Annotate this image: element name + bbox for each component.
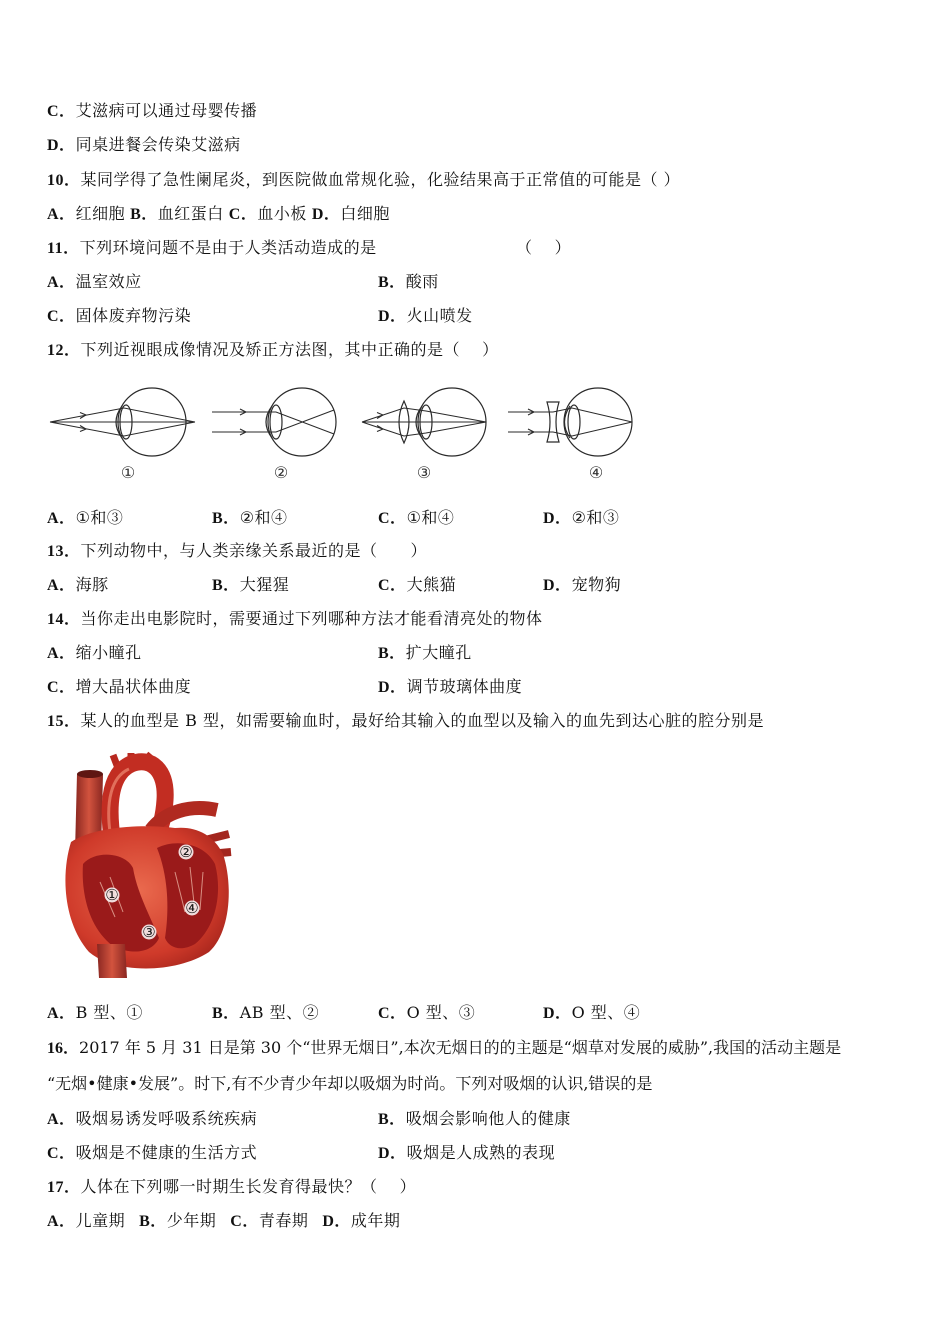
option-letter: A． (47, 577, 76, 594)
option-text: ②和④ (239, 508, 288, 527)
option-letter: C． (228, 206, 258, 223)
option-letter: C． (47, 679, 76, 696)
option-text: 红细胞 (75, 204, 126, 223)
q16-option-a (47, 1109, 257, 1130)
option-text: 调节玻璃体曲度 (406, 677, 523, 696)
option-text: ①和④ (406, 508, 455, 527)
option-letter: C． (378, 577, 407, 594)
q14-option-a (47, 643, 142, 664)
eye-diagram-4 (508, 388, 632, 456)
concave-lens (547, 402, 559, 442)
question-text: 当你走出电影院时，需要通过下列哪种方法才能看清亮处的物体 (80, 609, 543, 628)
question-number: 14． (47, 611, 81, 628)
option-letter: C． (230, 1213, 259, 1230)
option-letter: D． (543, 1005, 572, 1022)
q9-option-d (47, 135, 241, 156)
option-text: 吸烟是人成熟的表现 (406, 1143, 556, 1162)
option-text: AB 型、② (239, 1003, 320, 1022)
inferior-vena-cava (97, 944, 127, 978)
option-letter: C． (47, 103, 76, 120)
option-letter: B． (139, 1213, 167, 1230)
q11-option-c (47, 306, 191, 327)
question-number: 13． (47, 543, 81, 560)
option-text: 酸雨 (405, 272, 439, 291)
option-text: ①和③ (75, 508, 124, 527)
q10-option-b (130, 204, 224, 225)
option-text: O 型、③ (406, 1003, 476, 1022)
eye-diagram-3 (362, 388, 486, 456)
eye-lens (270, 405, 282, 439)
option-text: 艾滋病可以通过母婴传播 (75, 101, 258, 120)
option-letter: A． (47, 510, 76, 527)
option-text: 大猩猩 (239, 575, 290, 594)
q11-stem (47, 238, 377, 259)
q14-stem (47, 609, 543, 630)
option-letter: A． (47, 206, 76, 223)
q15-option-b (212, 1003, 319, 1024)
option-text: 火山喷发 (406, 306, 473, 325)
option-text: B 型、① (75, 1003, 143, 1022)
question-number: 16． (47, 1040, 80, 1057)
q15-option-c (378, 1003, 475, 1024)
option-letter: D． (543, 577, 572, 594)
q13-option-a (47, 575, 109, 596)
q10-option-c (229, 204, 307, 225)
question-number: 10． (47, 172, 81, 189)
heart-label-2: ② (179, 843, 193, 861)
question-text: 人体在下列哪一时期生长发育得最快？（ ） (80, 1177, 417, 1196)
option-letter: A． (47, 1111, 76, 1128)
eye-lens (568, 405, 580, 439)
figure-label-4: ④ (588, 463, 604, 482)
figure-label-2: ② (273, 463, 289, 482)
option-text: 少年期 (166, 1211, 217, 1230)
option-letter: C． (378, 1005, 407, 1022)
q17-option-b (139, 1211, 216, 1232)
option-text: 白细胞 (340, 204, 390, 223)
q16-stem-line-1 (47, 1038, 841, 1059)
q11-option-b (378, 272, 439, 293)
q11-answer-bracket: （ ） (516, 238, 572, 257)
q10-options (47, 204, 390, 225)
option-letter: B． (378, 274, 406, 291)
q10-option-d (312, 204, 390, 225)
eye-diagram-1 (50, 388, 195, 456)
q16-stem-line-2: “无烟•健康•发展”。时下,有不少青少年却以吸烟为时尚。下列对吸烟的认识,错误的是 (47, 1074, 653, 1093)
option-text: O 型、④ (571, 1003, 641, 1022)
q12-option-c (378, 508, 454, 529)
q13-option-d (543, 575, 621, 596)
q17-options (47, 1211, 400, 1232)
option-text: 海豚 (75, 575, 109, 594)
eyeball-outline (564, 388, 632, 456)
option-text: 儿童期 (75, 1211, 126, 1230)
option-text: 温室效应 (75, 272, 142, 291)
option-text: 血小板 (257, 204, 307, 223)
q11-option-d (378, 306, 473, 327)
heart-label-4: ④ (185, 899, 199, 917)
light-ray (50, 422, 195, 436)
option-letter: D． (543, 510, 572, 527)
q17-option-a (47, 1211, 125, 1232)
heart-label-3: ③ (142, 923, 156, 941)
option-letter: A． (47, 1213, 76, 1230)
question-text: 某同学得了急性阑尾炎，到医院做血常规化验，化验结果高于正常值的可能是（ ） (80, 170, 681, 189)
option-text: 吸烟会影响他人的健康 (405, 1109, 571, 1128)
q15-stem (47, 711, 764, 732)
option-text: 同桌进餐会传染艾滋病 (75, 135, 241, 154)
q16-option-d (378, 1143, 555, 1164)
q12-stem (47, 340, 499, 361)
option-letter: D． (378, 308, 407, 325)
option-text: 血红蛋白 (157, 204, 224, 223)
q10-stem (47, 170, 680, 191)
option-text: 吸烟易诱发呼吸系统疾病 (75, 1109, 258, 1128)
option-letter: B． (212, 510, 240, 527)
question-number: 15． (47, 713, 81, 730)
q10-option-a (47, 204, 125, 225)
option-letter: B． (212, 1005, 240, 1022)
q14-option-d (378, 677, 522, 698)
question-number: 12． (47, 342, 81, 359)
eye-diagrams-figure (0, 378, 660, 468)
option-letter: B． (212, 577, 240, 594)
option-text: 吸烟是不健康的生活方式 (75, 1143, 258, 1162)
option-letter: D． (378, 679, 407, 696)
option-letter: B． (130, 206, 158, 223)
option-letter: A． (47, 645, 76, 662)
light-ray (212, 410, 334, 432)
heart-illustration (55, 752, 235, 980)
option-text: 固体废弃物污染 (75, 306, 192, 325)
option-letter: C． (47, 308, 76, 325)
q11-option-a (47, 272, 142, 293)
option-text: 青春期 (258, 1211, 309, 1230)
option-text: 扩大瞳孔 (405, 643, 472, 662)
q15-option-a (47, 1003, 143, 1024)
question-text: 下列近视眼成像情况及矫正方法图，其中正确的是（ ） (80, 340, 499, 359)
light-ray (362, 422, 486, 436)
question-text: 2017 年 5 月 31 日是第 30 个“世界无烟日”,本次无烟日的的主题是“烟草对发展的威胁”,我国的活动主题是 (79, 1038, 842, 1057)
question-number: 11． (47, 240, 80, 257)
option-letter: B． (378, 645, 406, 662)
figure-label-3: ③ (416, 463, 432, 482)
vessel-opening (77, 770, 103, 778)
light-ray (50, 408, 195, 422)
option-text: 缩小瞳孔 (75, 643, 142, 662)
option-letter: D． (47, 137, 76, 154)
option-letter: C． (47, 1145, 76, 1162)
question-text: 下列动物中，与人类亲缘关系最近的是（ ） (80, 541, 428, 560)
option-letter: A． (47, 1005, 76, 1022)
option-letter: C． (378, 510, 407, 527)
q13-stem (47, 541, 427, 562)
q17-option-c (230, 1211, 308, 1232)
figure-label-1: ① (120, 463, 136, 482)
q16-option-b (378, 1109, 571, 1130)
option-text: ②和③ (571, 508, 620, 527)
question-number: 17． (47, 1179, 81, 1196)
q12-option-d (543, 508, 619, 529)
heart-label-1: ① (105, 886, 119, 904)
question-text: 下列环境问题不是由于人类活动造成的是 (79, 238, 377, 257)
eye-diagram-2 (212, 388, 336, 456)
light-ray (212, 412, 334, 434)
q17-stem (47, 1177, 416, 1198)
q14-option-b (378, 643, 472, 664)
option-letter: A． (47, 274, 76, 291)
q14-option-c (47, 677, 191, 698)
q12-option-b (212, 508, 288, 529)
q15-option-d (543, 1003, 640, 1024)
question-text: 某人的血型是 B 型，如需要输血时，最好给其输入的血型以及输入的血先到达心脏的腔分别是 (80, 711, 764, 730)
option-text: 宠物狗 (571, 575, 622, 594)
option-letter: D． (378, 1145, 407, 1162)
q13-option-b (212, 575, 289, 596)
q12-option-a (47, 508, 123, 529)
q17-option-d (322, 1211, 400, 1232)
q16-option-c (47, 1143, 257, 1164)
q13-option-c (378, 575, 456, 596)
q9-option-c (47, 101, 257, 122)
option-text: 成年期 (350, 1211, 401, 1230)
option-text: 增大晶状体曲度 (75, 677, 192, 696)
light-ray (362, 408, 486, 422)
option-text: 大熊猫 (406, 575, 457, 594)
option-letter: B． (378, 1111, 406, 1128)
option-letter: D． (322, 1213, 351, 1230)
option-letter: D． (311, 206, 341, 223)
